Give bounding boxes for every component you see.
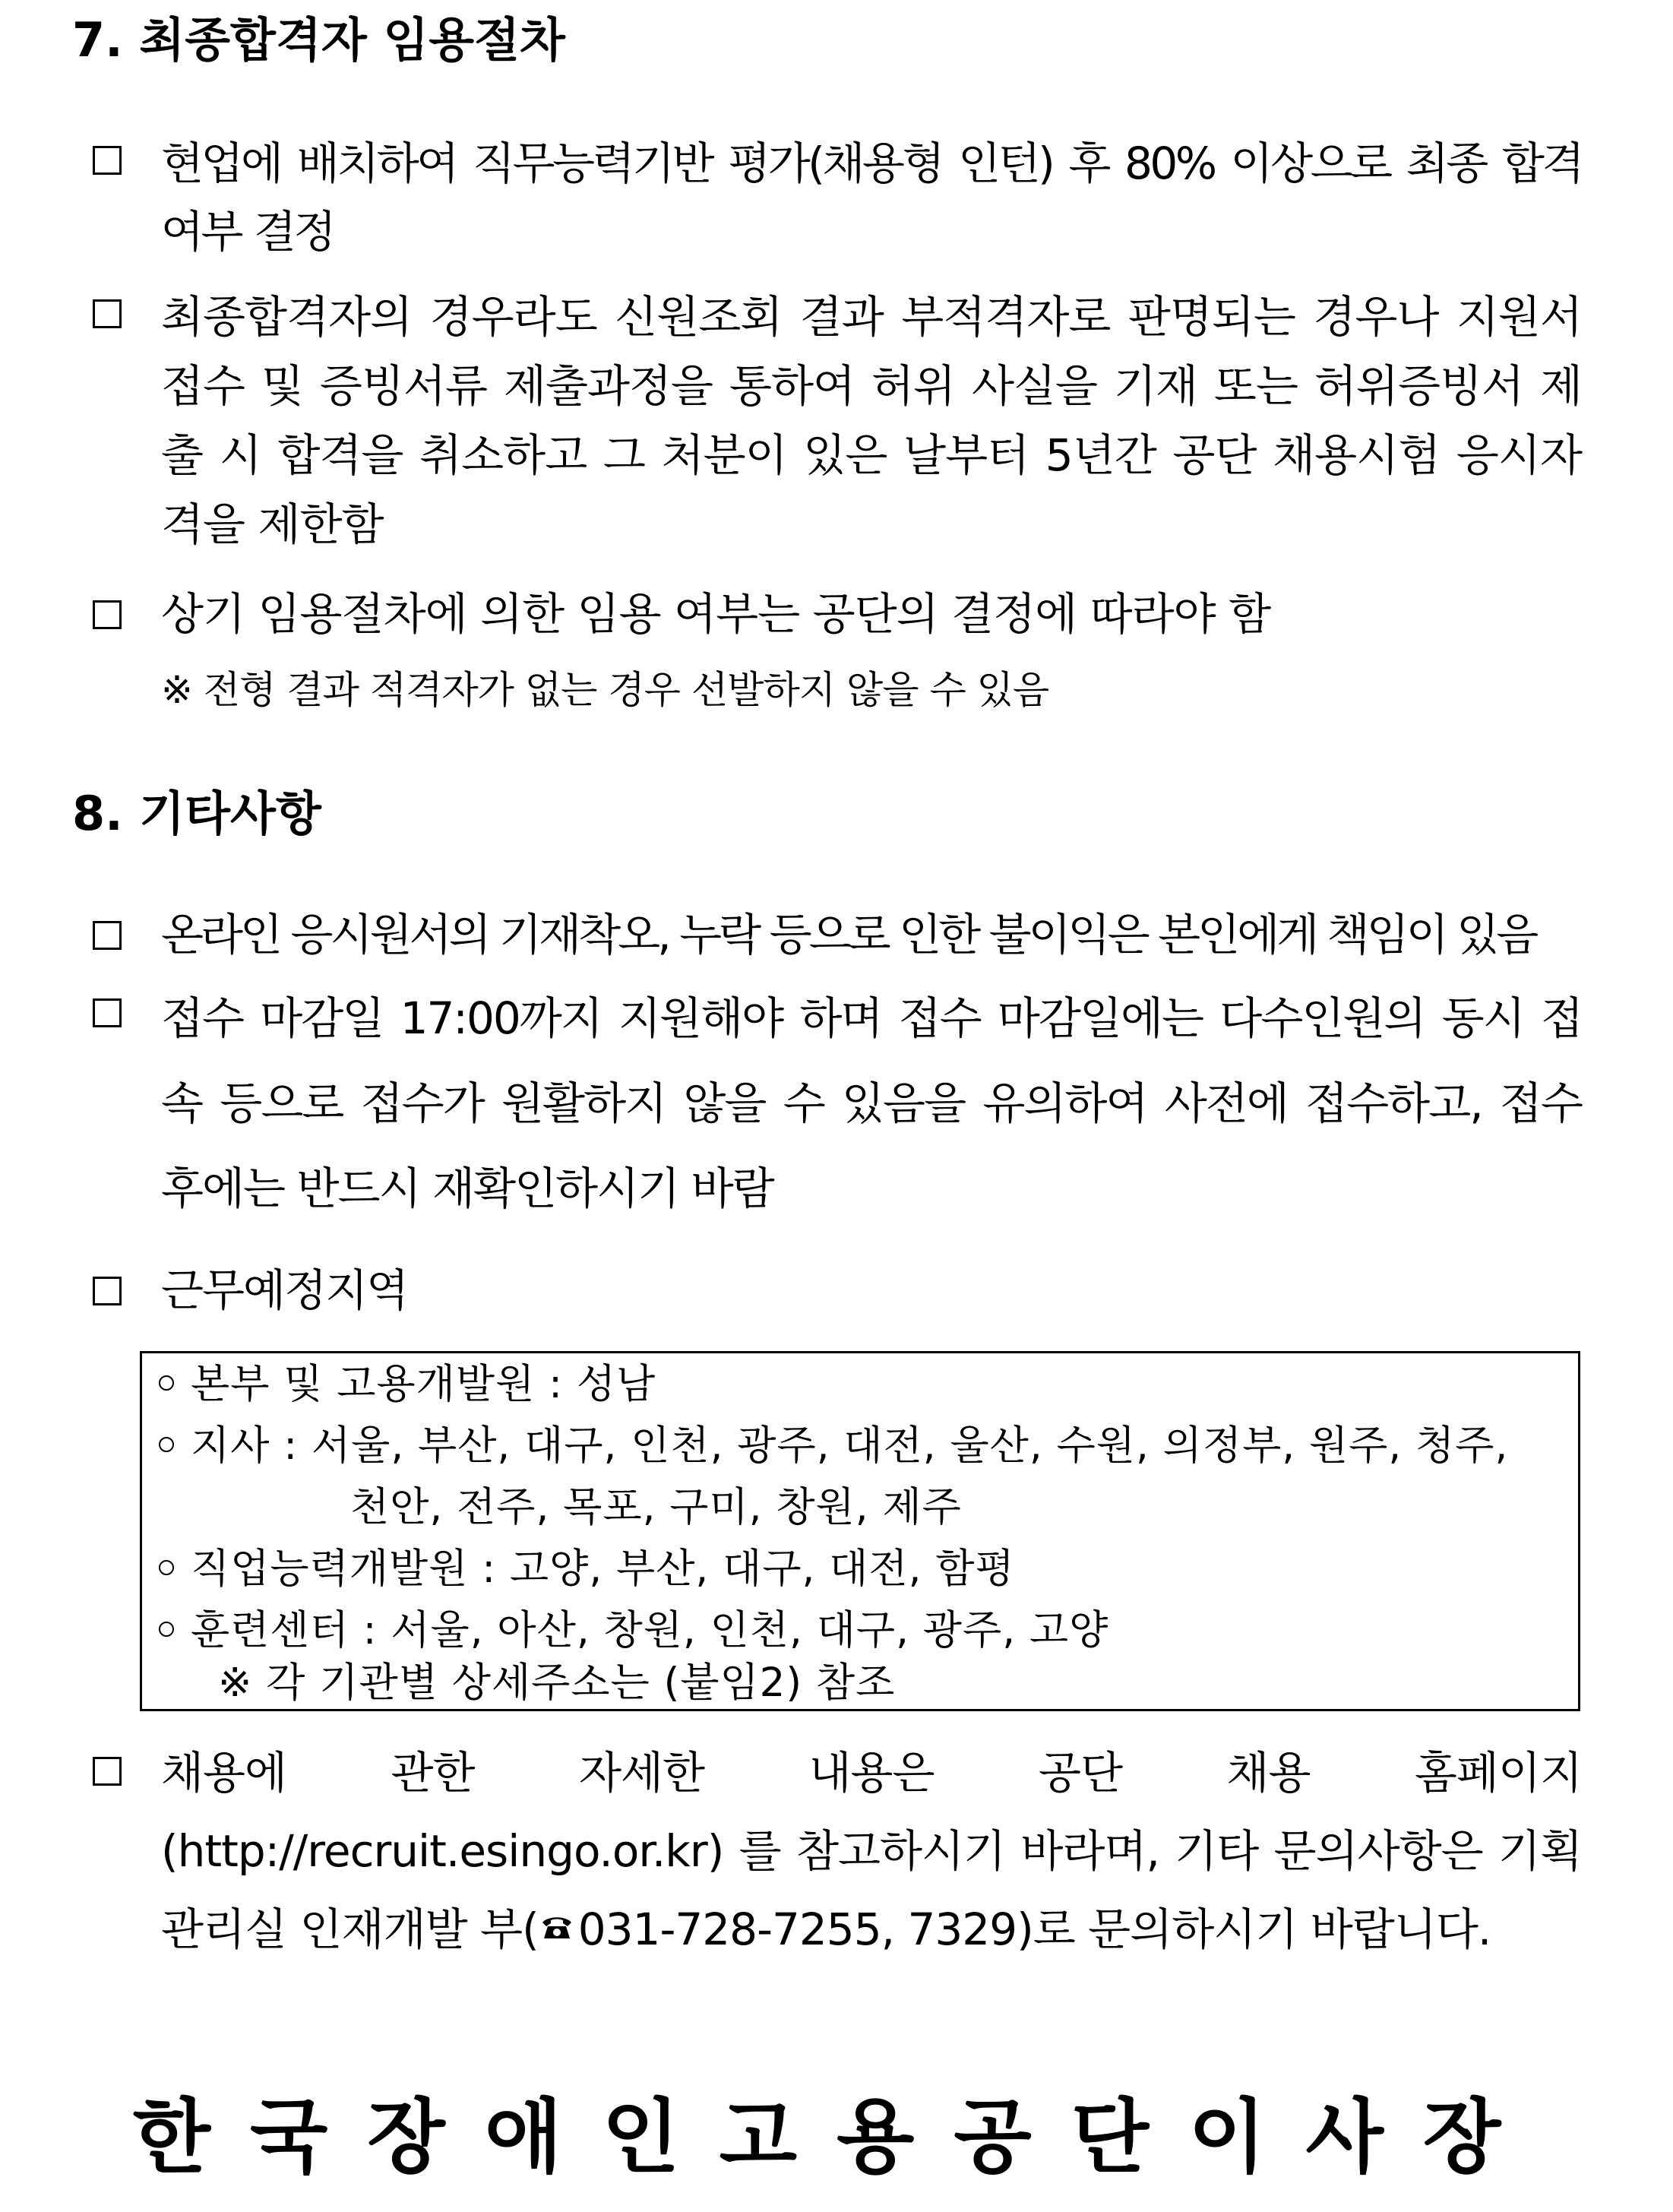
region-line-branches bbox=[159, 1415, 1508, 1476]
region-line-vocational bbox=[159, 1538, 1015, 1600]
region-line-note bbox=[218, 1652, 895, 1714]
section7-item-3 bbox=[93, 584, 1582, 644]
section8-title: 8. 기타사항 bbox=[72, 786, 321, 841]
section7-item-3-text: 상기 임용절차에 의한 임용 여부는 공단의 결정에 따라야 함 bbox=[161, 588, 1271, 640]
section7-title: 7. 최종합격자 임용절차 bbox=[72, 12, 565, 68]
section8-item-3-text: 근무예정지역 bbox=[161, 1264, 408, 1316]
contact-text-after: )로 문의하시기 바랍니다. bbox=[1017, 1903, 1491, 1955]
region-line-hq bbox=[159, 1353, 656, 1415]
checkbox-bullet-icon bbox=[93, 299, 122, 328]
region-line-branches-cont bbox=[350, 1476, 962, 1538]
circle-bullet-icon bbox=[159, 1560, 174, 1575]
checkbox-bullet-icon bbox=[93, 998, 122, 1027]
section7-item-2-text: 최종합격자의 경우라도 신원조회 결과 부적격자로 판명되는 경우나 지원서 접수 및 증빙서류 제출과정을 통하여 허위 사실을 기재 또는 허위증빙서 제출 시 합격을 취소하고 그 처분이 있은 날부터 5년간 공단 채용시험 응시자격을 제한함 bbox=[161, 291, 1582, 550]
circle-bullet-icon bbox=[159, 1622, 174, 1637]
checkbox-bullet-icon bbox=[93, 600, 122, 629]
section8-item-2 bbox=[93, 976, 1582, 1231]
issuer-signature: 한국장애인고용공단이사장 bbox=[132, 2090, 1541, 2184]
circle-bullet-icon bbox=[159, 1375, 174, 1391]
section8-item-1-text: 온라인 응시원서의 기재착오, 누락 등으로 인한 불이익은 본인에게 책임이 있음 bbox=[161, 909, 1536, 960]
region-branches-cont-text: 천안, 전주, 목포, 구미, 창원, 제주 bbox=[350, 1484, 962, 1530]
checkbox-bullet-icon bbox=[93, 1277, 122, 1305]
telephone-icon bbox=[540, 1915, 574, 1941]
section7-item-1 bbox=[93, 129, 1582, 266]
work-region-box bbox=[140, 1351, 1580, 1711]
section7-item-2 bbox=[93, 283, 1582, 559]
checkbox-bullet-icon bbox=[93, 921, 122, 950]
section8-item-1 bbox=[93, 904, 1582, 965]
contact-text bbox=[161, 1734, 1582, 1969]
region-note-text: ※ 각 기관별 상세주소는 (붙임2) 참조 bbox=[218, 1660, 896, 1706]
contact-text-before: 채용에 관한 자세한 내용은 공단 채용 홈페이지(http://recruit.esingo.or.kr) 를 참고하시기 바라며, 기타 문의사항은 기획관리실 인재개발 부( bbox=[161, 1747, 1582, 1955]
section8-item-3 bbox=[93, 1260, 1582, 1321]
region-training-text: 훈련센터 : 서울, 아산, 창원, 인천, 대구, 광주, 고양 bbox=[191, 1607, 1109, 1653]
section7-note: ※ 전형 결과 적격자가 없는 경우 선발하지 않을 수 있음 bbox=[161, 668, 1049, 712]
circle-bullet-icon bbox=[159, 1437, 174, 1452]
region-hq-text: 본부 및 고용개발원 : 성남 bbox=[191, 1361, 656, 1407]
region-vocational-text: 직업능력개발원 : 고양, 부산, 대구, 대전, 함평 bbox=[191, 1546, 1015, 1592]
checkbox-bullet-icon bbox=[93, 146, 122, 175]
contact-phone: 031-728-7255, 7329 bbox=[577, 1903, 1017, 1955]
section8-contact bbox=[93, 1734, 1582, 1969]
section7-item-1-text: 현업에 배치하여 직무능력기반 평가(채용형 인턴) 후 80% 이상으로 최종 합격 여부 결정 bbox=[161, 138, 1582, 258]
checkbox-bullet-icon bbox=[93, 1757, 122, 1786]
section8-item-2-text: 접수 마감일 17:00까지 지원해야 하며 접수 마감일에는 다수인원의 동시 접속 등으로 접수가 원활하지 않을 수 있음을 유의하여 사전에 접수하고, 접수 후에는 반드시 재확인하시기 바람 bbox=[161, 992, 1582, 1214]
region-branches-text: 지사 : 서울, 부산, 대구, 인천, 광주, 대전, 울산, 수원, 의정부, 원주, 청주, bbox=[191, 1422, 1509, 1469]
